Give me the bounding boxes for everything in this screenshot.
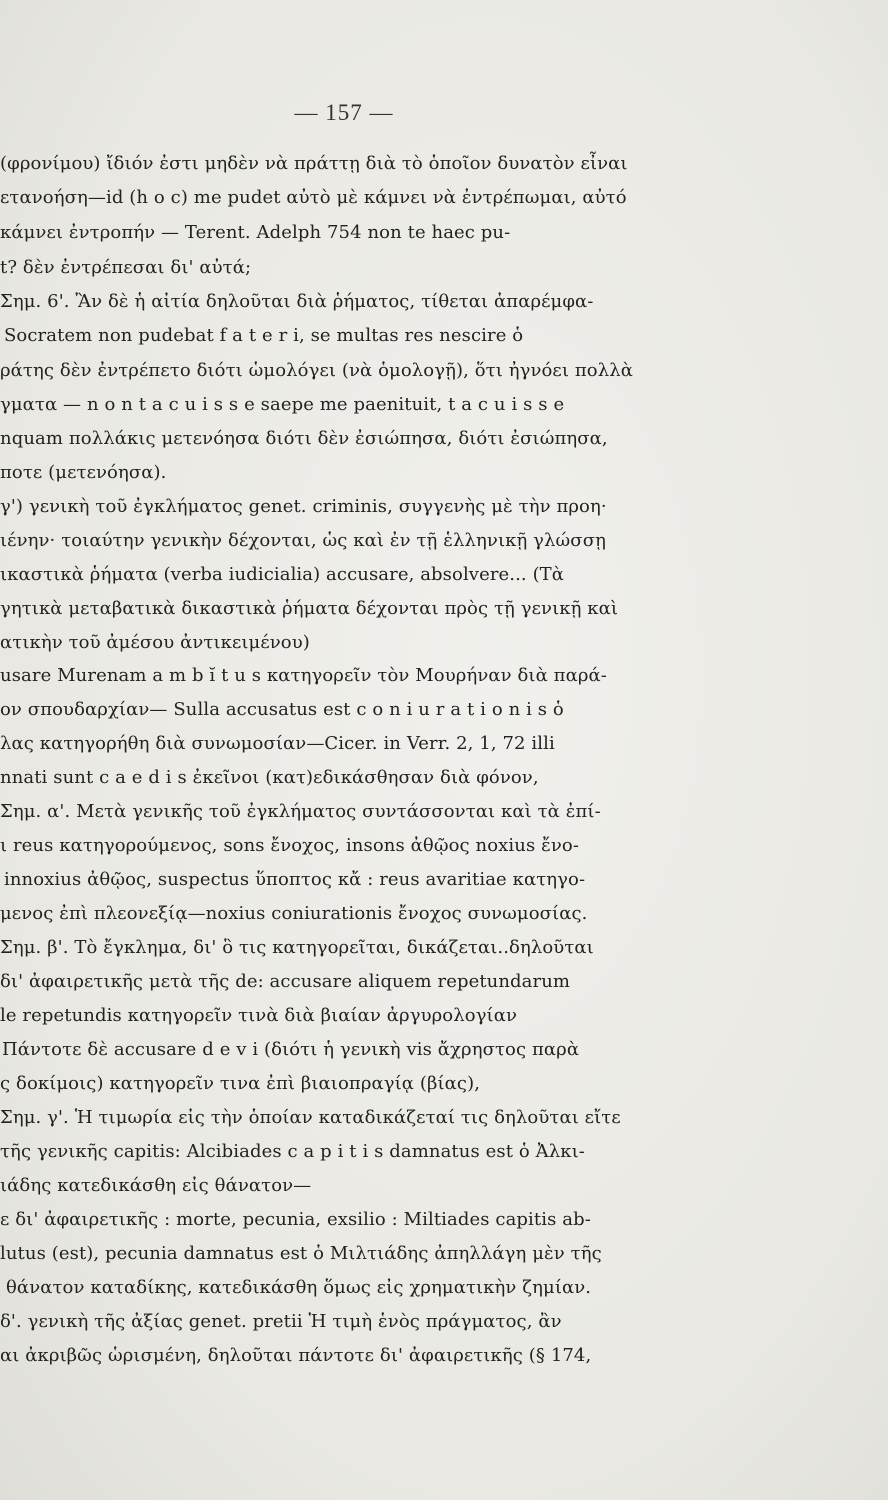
- text-line: lutus (est), pecunia damnatus est ὁ Μιλτιάδης ἀπηλλάγη μὲν τῆς: [0, 1243, 602, 1264]
- text-line: nquam πολλάκις μετενόησα διότι δὲν ἐσιώπησα, διότι ἐσιώπησα,: [0, 428, 608, 449]
- text-line: Πάντοτε δὲ accusare d e v i (διότι ἡ γενικὴ vis ἄχρηστος παρὰ: [2, 1039, 580, 1060]
- text-line: ράτης δὲν ἐντρέπετο διότι ὡμολόγει (νὰ ὁμολογῇ), ὅτι ἠγνόει πολλὰ: [0, 360, 633, 381]
- text-line: Σημ. α'. Μετὰ γενικῆς τοῦ ἐγκλήματος συντάσσονται καὶ τὰ ἐπί-: [0, 801, 601, 822]
- text-line: γματα — n o n t a c u i s s e saepe me paenituit, t a c u i s s e: [0, 394, 565, 415]
- text-line: ς δοκίμοις) κατηγορεῖν τινα ἐπὶ βιαιοπραγίᾳ (βίας),: [0, 1073, 481, 1094]
- text-line: usare Murenam a m b ĭ t u s κατηγορεῖν τὸν Μουρήναν διὰ παρά-: [0, 665, 607, 686]
- text-line: ιάδης κατεδικάσθη εἰς θάνατον—: [0, 1175, 312, 1196]
- text-line: ιένην· τοιαύτην γενικὴν δέχονται, ὡς καὶ ἐν τῇ ἑλληνικῇ γλώσσῃ: [0, 530, 606, 551]
- text-line: Σημ. γ'. Ἡ τιμωρία εἰς τὴν ὁποίαν καταδικάζεταί τις δηλοῦται εἴτε: [0, 1107, 621, 1128]
- text-line: κάμνει ἐντροπήν — Terent. Adelph 754 non te haec pu-: [0, 222, 511, 243]
- text-line: αι ἀκριβῶς ὡρισμένη, δηλοῦται πάντοτε δι' ἀφαιρετικῆς (§ 174,: [0, 1345, 592, 1366]
- text-line: θάνατον καταδίκης, κατεδικάσθη ὅμως εἰς χρηματικὴν ζημίαν.: [6, 1277, 592, 1298]
- text-line: ποτε (μετενόησα).: [0, 462, 167, 483]
- text-line: λας κατηγορήθη διὰ συνωμοσίαν—Cicer. in Verr. 2, 1, 72 illi: [0, 733, 555, 754]
- text-line: Σημ. β'. Τὸ ἔγκλημα, δι' ὃ τις κατηγορεῖται, δικάζεται..δηλοῦται: [0, 937, 594, 958]
- text-line: ον σπουδαρχίαν— Sulla accusatus est c o n i u r a t i o n i s ὁ: [0, 699, 564, 720]
- text-line: τῆς γενικῆς capitis: Alcibiades c a p i t i s damnatus est ὁ Ἀλκι-: [0, 1141, 585, 1162]
- text-line: ι reus κατηγορούμενος, sons ἔνοχος, insons ἀθῷος noxius ἔνο-: [0, 835, 580, 856]
- text-line: γητικὰ μεταβατικὰ δικαστικὰ ῥήματα δέχονται πρὸς τῇ γενικῇ καὶ: [0, 598, 619, 619]
- text-line: δι' ἀφαιρετικῆς μετὰ τῆς de: accusare aliquem repetundarum: [0, 971, 571, 992]
- text-line: γ') γενικὴ τοῦ ἐγκλήματος genet. criminis, συγγενὴς μὲ τὴν προη·: [0, 496, 607, 517]
- text-line: ετανοήση—id (h o c) me pudet αὐτὸ μὲ κάμνει νὰ ἐντρέπωμαι, αὐτό: [0, 187, 627, 208]
- text-line: t? δὲν ἐντρέπεσαι δι' αὐτά;: [0, 257, 252, 278]
- text-line: Σημ. 6'. Ἂν δὲ ἡ αἰτία δηλοῦται διὰ ῥήματος, τίθεται ἀπαρέμφα-: [0, 291, 594, 312]
- text-line: ε δι' ἀφαιρετικῆς : morte, pecunia, exsilio : Miltiades capitis ab-: [0, 1209, 591, 1230]
- text-line: ατικὴν τοῦ ἀμέσου ἀντικειμένου): [0, 632, 310, 653]
- text-line: Socratem non pudebat f a t e r i, se multas res nescire ὁ: [4, 325, 524, 346]
- text-line: ικαστικὰ ῥήματα (verba iudicialia) accusare, absolvere... (Τὰ: [0, 564, 565, 585]
- text-line: le repetundis κατηγορεῖν τινὰ διὰ βιαίαν ἀργυρολογίαν: [0, 1005, 518, 1026]
- text-line: δ'. γενικὴ τῆς ἀξίας genet. pretii Ἡ τιμὴ ἑνὸς πράγματος, ἂν: [0, 1311, 562, 1332]
- page-number: — 157 —: [294, 100, 394, 125]
- text-line: (φρονίμου) ἴδιόν ἐστι μηδὲν νὰ πράττῃ διὰ τὸ ὁποῖον δυνατὸν εἶναι: [0, 153, 628, 174]
- text-line: μενος ἐπὶ πλεονεξίᾳ—noxius coniurationis ἔνοχος συνωμοσίας.: [0, 903, 588, 924]
- text-line: innoxius ἀθῷος, suspectus ὕποπτος κἄ : reus avaritiae κατηγο-: [4, 869, 586, 890]
- text-line: nnati sunt c a e d i s ἐκεῖνοι (κατ)εδικάσθησαν διὰ φόνον,: [0, 767, 539, 788]
